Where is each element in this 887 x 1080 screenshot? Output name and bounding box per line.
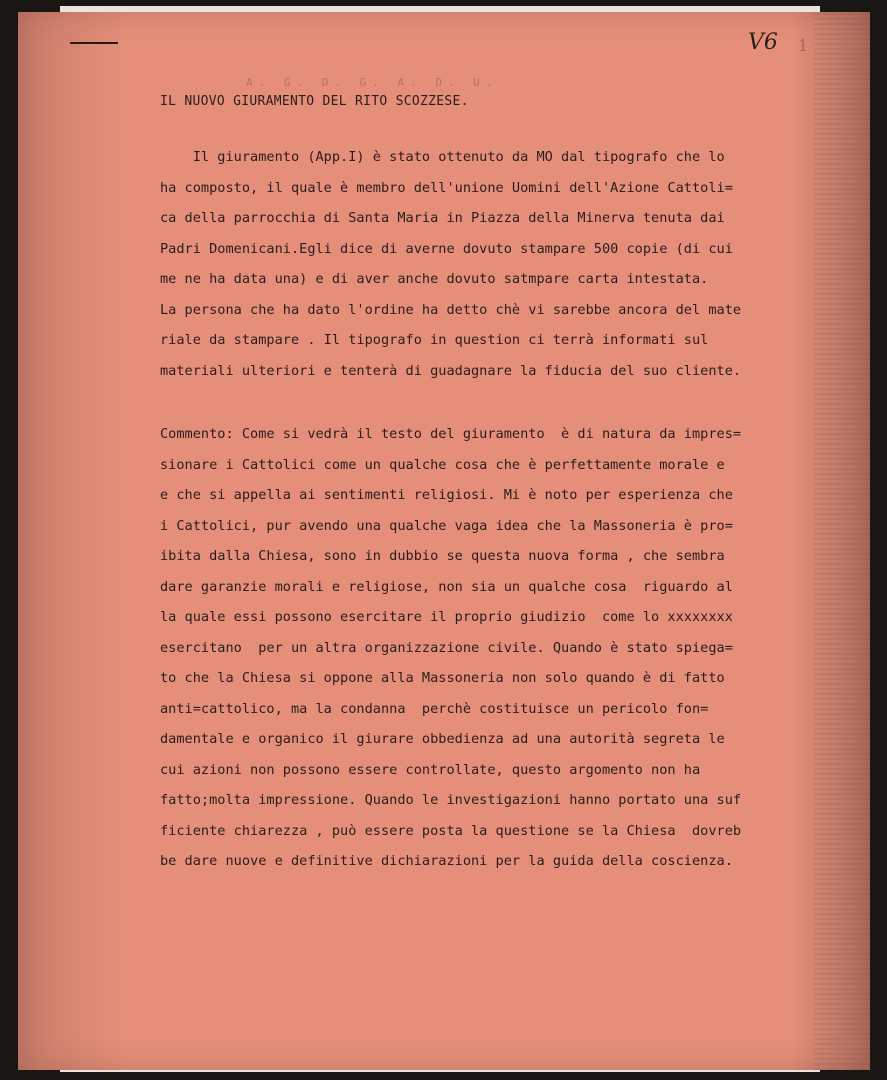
text-line: dare garanzie morali e religiose, non sia un qualche cosa riguardo al: [160, 578, 733, 595]
text-line: fatto;molta impressione. Quando le investigazioni hanno portato una suf: [160, 792, 742, 808]
text-line: be dare nuove e definitive dichiarazioni per la guida della coscienza.: [160, 853, 733, 869]
paragraph-1: [160, 142, 840, 386]
typewritten-page: [18, 12, 870, 1070]
text-line: Commento: Come si vedrà il testo del giuramento è di natura da impres=: [160, 426, 742, 442]
bleed-through-text: A. G. D. G. A. D. U.: [246, 76, 499, 89]
document-title: IL NUOVO GIURAMENTO DEL RITO SCOZZESE.: [160, 94, 469, 109]
text-line: Il giuramento (App.I) è stato ottenuto da MO dal tipografo che lo: [160, 149, 725, 165]
margin-mark: [70, 42, 118, 44]
text-line: to che la Chiesa si oppone alla Massoneria non solo quando è di fatto: [160, 670, 725, 686]
text-line: e che si appella ai sentimenti religiosi. Mi è noto per esperienza che: [160, 487, 733, 503]
text-line: ficiente chiarezza , può essere posta la questione se la Chiesa dovreb: [160, 822, 742, 839]
text-line: la quale essi possono esercitare il proprio giudizio come lo xxxxxxxx: [160, 609, 733, 625]
text-line: sionare i Cattolici come un qualche cosa che è perfettamente morale e: [160, 456, 725, 473]
text-line: cui azioni non possono essere controllate, questo argomento non ha: [160, 761, 701, 778]
text-line: La persona che ha dato l'ordine ha detto chè vi sarebbe ancora del mate: [160, 301, 742, 318]
text-line: materiali ulteriori e tenterà di guadagnare la fiducia del suo cliente.: [160, 362, 742, 379]
text-line: anti=cattolico, ma la condanna perchè costituisce un pericolo fon=: [160, 700, 709, 717]
text-line: Padri Domenicani.Egli dice di averne dovuto stampare 500 copie (di cui: [160, 240, 733, 257]
text-line: i Cattolici, pur avendo una qualche vaga idea che la Massoneria è pro=: [160, 517, 733, 534]
text-line: ca della parrocchia di Santa Maria in Piazza della Minerva tenuta dai: [160, 210, 725, 226]
text-line: ibita dalla Chiesa, sono in dubbio se questa nuova forma , che sembra: [160, 548, 725, 564]
paragraph-2-commento: [160, 419, 840, 877]
text-line: ha composto, il quale è membro dell'unione Uomini dell'Azione Cattoli=: [160, 179, 733, 196]
text-line: me ne ha data una) e di aver anche dovuto satmpare carta intestata.: [160, 271, 709, 287]
text-line: esercitano per un altra organizzazione civile. Quando è stato spiega=: [160, 639, 733, 656]
handwritten-annotation: V6: [748, 30, 778, 55]
page-number: 1: [798, 36, 809, 55]
text-line: damentale e organico il giurare obbedienza ad una autorità segreta le: [160, 731, 725, 747]
text-line: riale da stampare . Il tipografo in question ci terrà informati sul: [160, 332, 709, 348]
